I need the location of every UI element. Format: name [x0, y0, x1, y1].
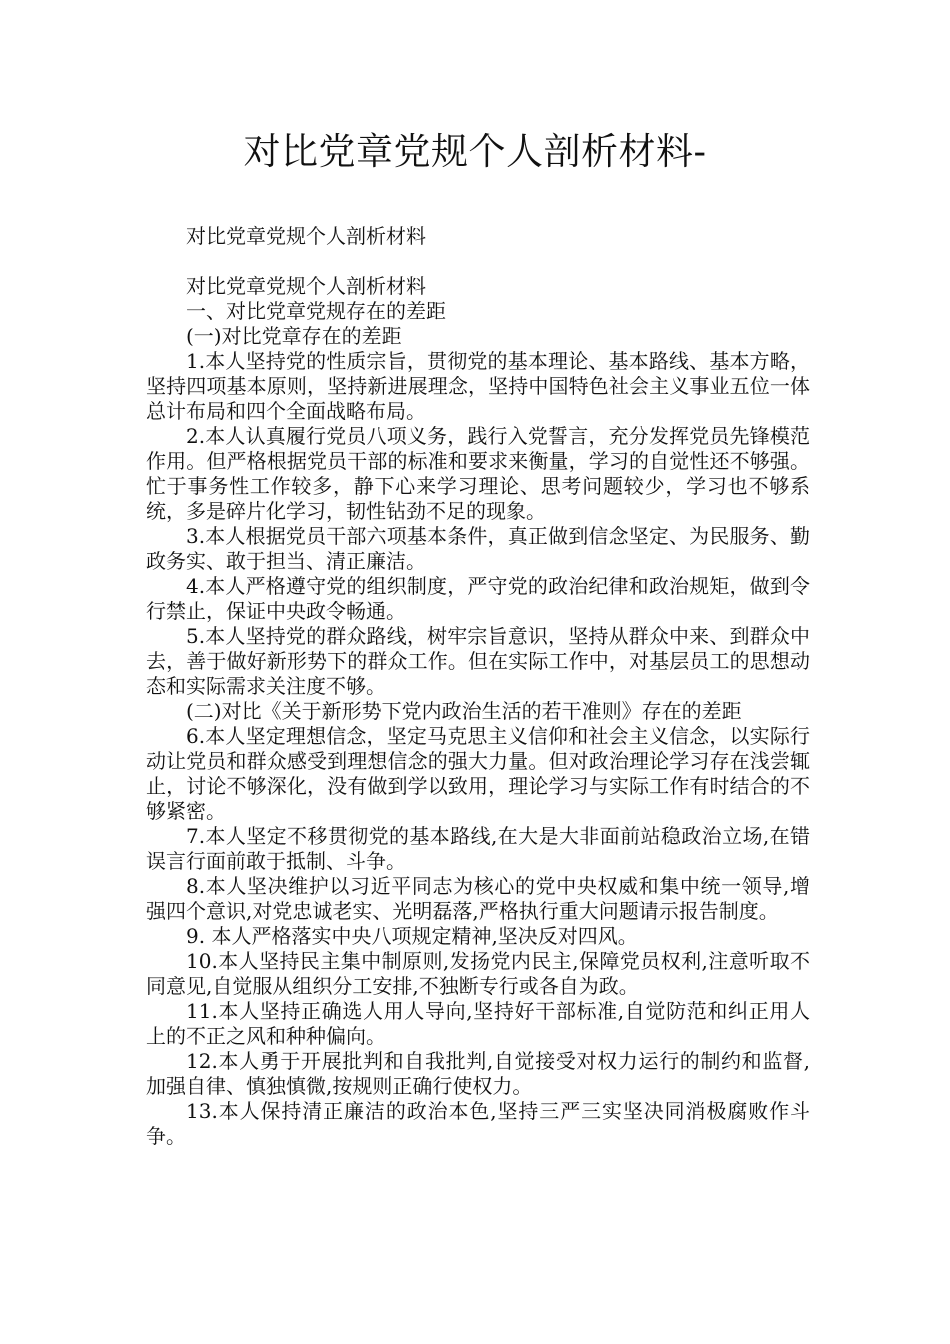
subsection-title-2: (二)对比《关于新形势下党内政治生活的若干准则》存在的差距 [186, 699, 742, 723]
section-heading: 对比党章党规个人剖析材料 [186, 274, 426, 298]
document-body [146, 224, 810, 1149]
paragraph-1: 1.本人坚持党的性质宗旨，贯彻党的基本理论、基本路线、基本方略，坚持四项基本原则，坚持新进展理念，坚持中国特色社会主义事业五位一体总计布局和四个全面战略布局。 [146, 349, 810, 423]
subsection-title-1: (一)对比党章存在的差距 [186, 324, 402, 348]
paragraph-8: 8.本人坚决维护以习近平同志为核心的党中央权威和集中统一领导,增强四个意识,对党忠诚老实、光明磊落,严格执行重大问题请示报告制度。 [146, 874, 810, 923]
paragraph-7: 7.本人坚定不移贯彻党的基本路线,在大是大非面前站稳政治立场,在错误言行面前敢于抵制、斗争。 [146, 824, 810, 873]
section-title-1: 一、对比党章党规存在的差距 [186, 299, 446, 323]
paragraph-6: 6.本人坚定理想信念，坚定马克思主义信仰和社会主义信念，以实际行动让党员和群众感受到理想信念的强大力量。但对政治理论学习存在浅尝辄止，讨论不够深化，没有做到学以致用，理论学习与实际工作有时结合的不够紧密。 [146, 724, 810, 823]
paragraph-4: 4.本人严格遵守党的组织制度，严守党的政治纪律和政治规矩，做到令行禁止，保证中央政令畅通。 [146, 574, 810, 623]
paragraph-13: 13.本人保持清正廉洁的政治本色,坚持三严三实坚决同消极腐败作斗争。 [146, 1099, 810, 1148]
paragraph-10: 10.本人坚持民主集中制原则,发扬党内民主,保障党员权利,注意听取不同意见,自觉服从组织分工安排,不独断专行或各自为政。 [146, 949, 810, 998]
paragraph-12: 12.本人勇于开展批判和自我批判,自觉接受对权力运行的制约和监督,加强自律、慎独慎微,按规则正确行使权力。 [146, 1049, 810, 1098]
paragraph-5: 5.本人坚持党的群众路线，树牢宗旨意识，坚持从群众中来、到群众中去，善于做好新形势下的群众工作。但在实际工作中，对基层员工的思想动态和实际需求关注度不够。 [146, 624, 810, 698]
paragraph-11: 11.本人坚持正确选人用人导向,坚持好干部标准,自觉防范和纠正用人上的不正之风和种种偏向。 [146, 999, 810, 1048]
paragraph-2: 2.本人认真履行党员八项义务，践行入党誓言，充分发挥党员先锋模范作用。但严格根据党员干部的标准和要求来衡量，学习的自觉性还不够强。忙于事务性工作较多，静下心来学习理论、思考问题较少，学习也不够系统，多是碎片化学习，韧性钻劲不足的现象。 [146, 424, 810, 523]
document-title: 对比党章党规个人剖析材料- [243, 130, 707, 173]
paragraph-3: 3.本人根据党员干部六项基本条件，真正做到信念坚定、为民服务、勤政务实、敢于担当、清正廉洁。 [146, 524, 810, 573]
document-subtitle: 对比党章党规个人剖析材料 [186, 224, 426, 248]
blank-line [146, 249, 810, 274]
paragraph-9: 9. 本人严格落实中央八项规定精神,坚决反对四风。 [186, 924, 638, 948]
